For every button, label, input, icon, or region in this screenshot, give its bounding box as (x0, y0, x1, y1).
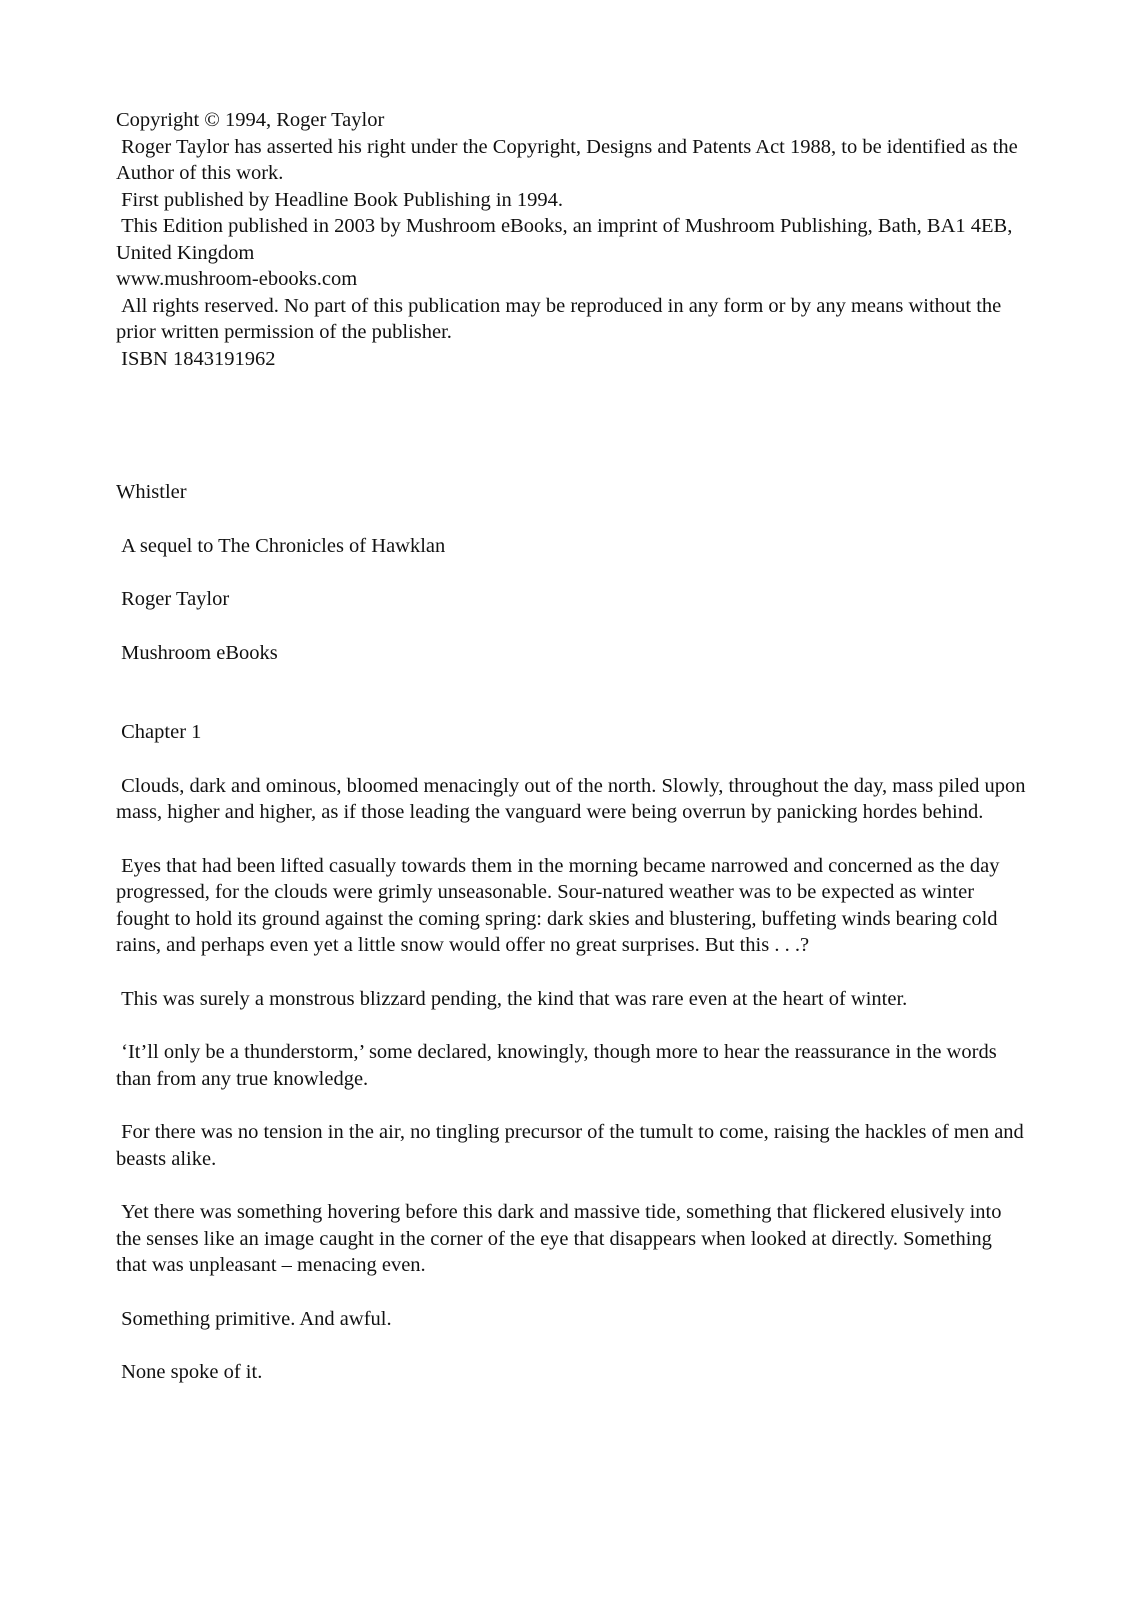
edition-statement: This Edition published in 2003 by Mushroom eBooks, an imprint of Mushroom Publishing, Bath, BA1 4EB, United Kingdom (116, 215, 1018, 264)
section-spacer (116, 372, 1026, 479)
paragraph: Yet there was something hovering before this dark and massive tide, something that flickered elusively into the senses like an image caught in the corner of the eye that disappears when looked at directly. Something that was unpleasant – menacing even. (116, 1201, 1007, 1276)
paragraph: Eyes that had been lifted casually towards them in the morning became narrowed and concerned as the day progressed, for the clouds were grimly unseasonable. Sour-natured weather was to be expected as winter fought to hold its ground against the coming spring: dark skies and blustering, buffeting winds bearing cold rains, and perhaps even yet a little snow would offer no great surprises. But this . . .? (116, 854, 1005, 956)
chapter-body (116, 719, 1031, 1386)
copyright-block (116, 107, 1026, 372)
rights-reserved-statement: All rights reserved. No part of this publication may be reproduced in any form or by any means without the prior written permission of the publisher. (116, 294, 1007, 343)
book-author: Roger Taylor (116, 588, 230, 610)
title-block (116, 479, 1026, 666)
paragraph: This was surely a monstrous blizzard pending, the kind that was rare even at the heart of winter. (116, 987, 908, 1010)
book-title: Whistler (116, 481, 187, 503)
author-rights-statement: Roger Taylor has asserted his right under the Copyright, Designs and Patents Act 1988, to be identified as the Author of this work. (116, 135, 1022, 184)
document-page (116, 107, 1031, 1386)
paragraph: Something primitive. And awful. (116, 1307, 392, 1330)
book-subtitle: A sequel to The Chronicles of Hawklan (116, 534, 446, 557)
chapter-heading: Chapter 1 (116, 721, 202, 743)
book-publisher: Mushroom eBooks (116, 641, 278, 664)
paragraph: Clouds, dark and ominous, bloomed menacingly out of the north. Slowly, throughout the day, mass piled upon mass, higher and higher, as if those leading the vanguard were being overrun by panicking hordes behind. (116, 774, 1031, 823)
copyright-notice: Copyright © 1994, Roger Taylor (116, 109, 385, 131)
paragraph: None spoke of it. (116, 1361, 263, 1383)
first-published-statement: First published by Headline Book Publishing in 1994. (116, 188, 564, 211)
publisher-website: www.mushroom-ebooks.com (116, 268, 358, 290)
paragraph: For there was no tension in the air, no tingling precursor of the tumult to come, raising the hackles of men and beasts alike. (116, 1121, 1029, 1170)
paragraph: ‘It’ll only be a thunderstorm,’ some declared, knowingly, though more to hear the reassurance in the words than from any true knowledge. (116, 1041, 1002, 1090)
isbn: ISBN 1843191962 (116, 347, 276, 370)
